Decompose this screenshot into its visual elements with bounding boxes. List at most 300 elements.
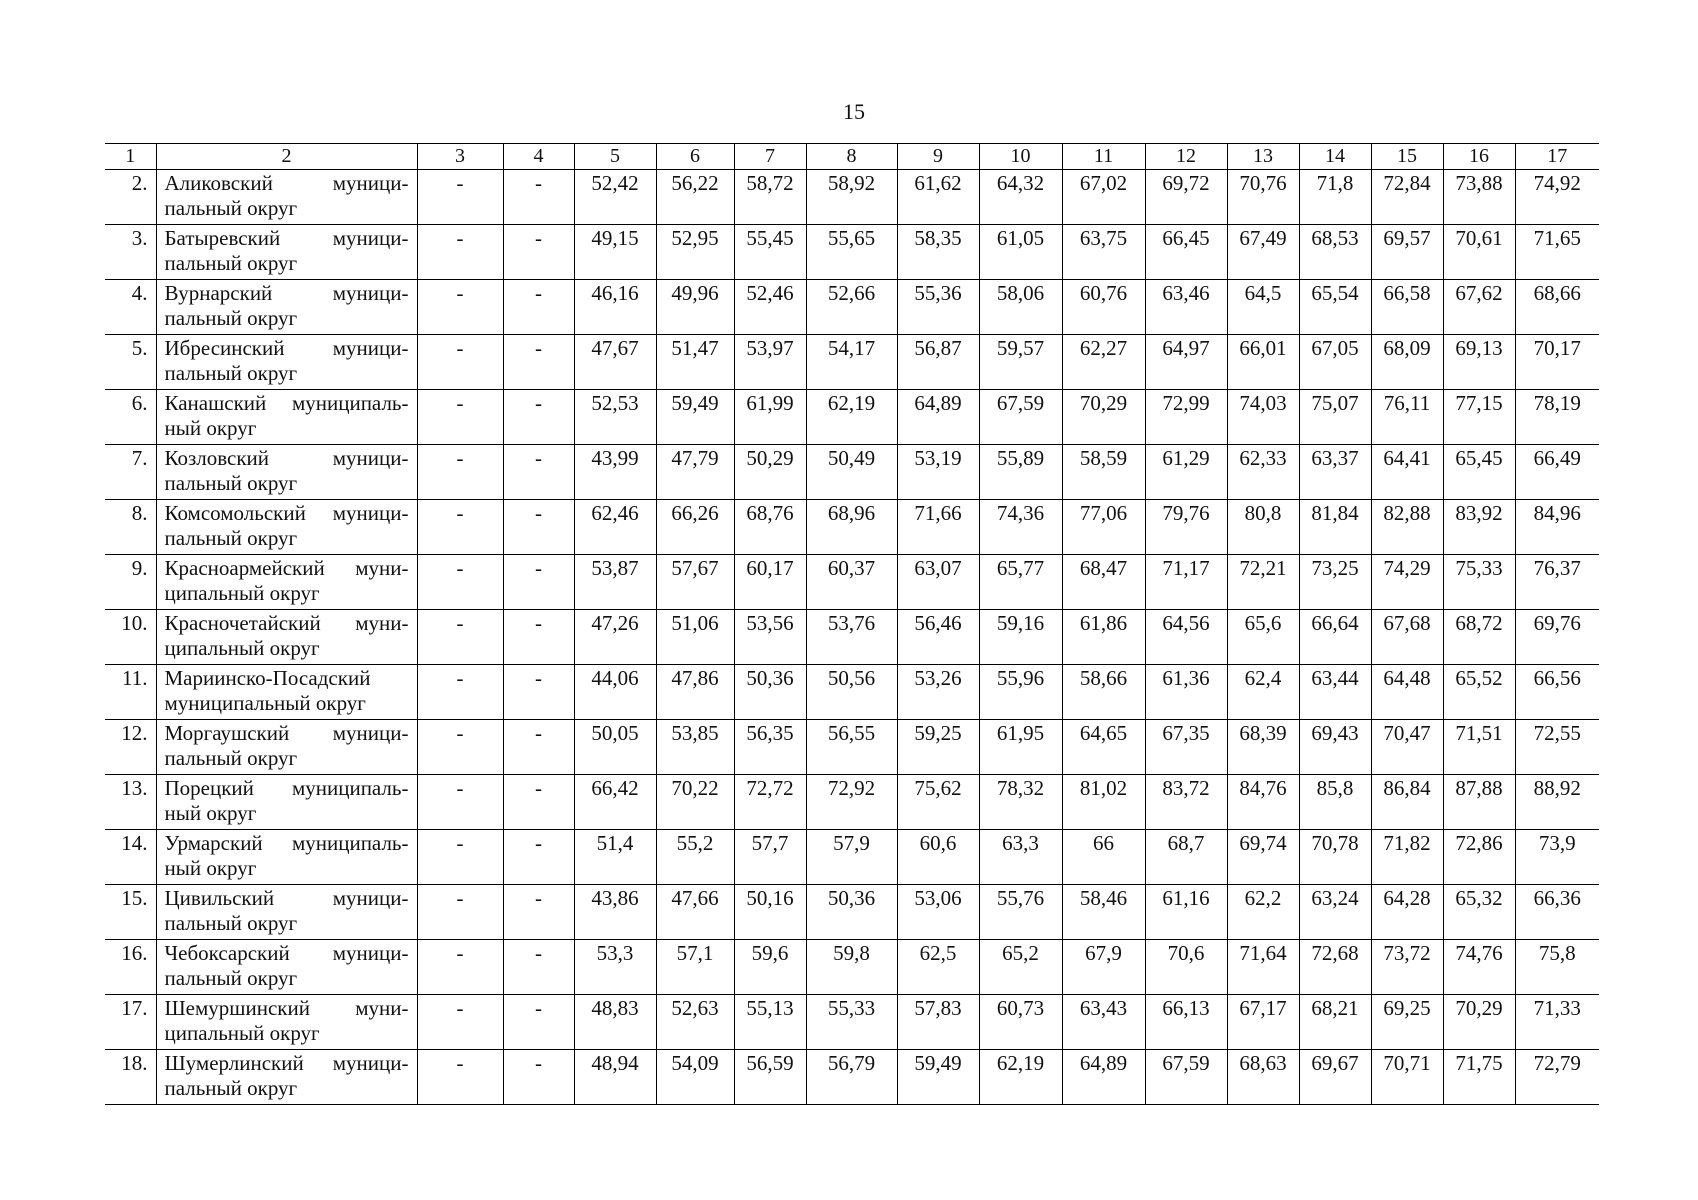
district-name-cell: Аликовский муници-пальный округ — [156, 170, 417, 225]
value-cell-col-11: 67,9 — [1062, 940, 1145, 995]
table-row — [105, 280, 1599, 335]
value-cell-col-7: 50,29 — [734, 445, 806, 500]
row-index-cell: 2. — [105, 170, 156, 225]
value-cell-col-10: 78,32 — [979, 775, 1062, 830]
value-cell-col-9: 57,83 — [897, 995, 979, 1050]
value-cell-col-5: 46,16 — [574, 280, 656, 335]
header-cell-col-2: 2 — [156, 144, 417, 170]
value-cell-col-17: 70,17 — [1515, 335, 1599, 390]
header-cell-col-13: 13 — [1227, 144, 1299, 170]
dash-cell-c3: - — [417, 555, 503, 610]
value-cell-col-8: 58,92 — [806, 170, 897, 225]
value-cell-col-11: 64,65 — [1062, 720, 1145, 775]
value-cell-col-11: 63,43 — [1062, 995, 1145, 1050]
table-row — [105, 720, 1599, 775]
value-cell-col-15: 71,82 — [1371, 830, 1443, 885]
value-cell-col-10: 65,2 — [979, 940, 1062, 995]
value-cell-col-6: 53,85 — [656, 720, 734, 775]
dash-cell-c3: - — [417, 995, 503, 1050]
value-cell-col-14: 81,84 — [1299, 500, 1371, 555]
value-cell-col-12: 61,16 — [1145, 885, 1227, 940]
value-cell-col-15: 64,48 — [1371, 665, 1443, 720]
value-cell-col-17: 71,33 — [1515, 995, 1599, 1050]
value-cell-col-11: 63,75 — [1062, 225, 1145, 280]
header-cell-col-16: 16 — [1443, 144, 1515, 170]
dash-cell-c3: - — [417, 885, 503, 940]
value-cell-col-15: 69,25 — [1371, 995, 1443, 1050]
value-cell-col-13: 68,39 — [1227, 720, 1299, 775]
value-cell-col-12: 61,36 — [1145, 665, 1227, 720]
value-cell-col-5: 49,15 — [574, 225, 656, 280]
dash-cell-c4: - — [503, 445, 574, 500]
dash-cell-c4: - — [503, 995, 574, 1050]
value-cell-col-13: 62,2 — [1227, 885, 1299, 940]
value-cell-col-5: 62,46 — [574, 500, 656, 555]
value-cell-col-6: 70,22 — [656, 775, 734, 830]
row-index-cell: 12. — [105, 720, 156, 775]
value-cell-col-10: 55,96 — [979, 665, 1062, 720]
table-row — [105, 390, 1599, 445]
value-cell-col-6: 47,79 — [656, 445, 734, 500]
table-row — [105, 775, 1599, 830]
value-cell-col-11: 66 — [1062, 830, 1145, 885]
header-cell-col-9: 9 — [897, 144, 979, 170]
value-cell-col-9: 58,35 — [897, 225, 979, 280]
value-cell-col-8: 55,65 — [806, 225, 897, 280]
value-cell-col-7: 59,6 — [734, 940, 806, 995]
district-name-cell: Канашский муниципаль-ный округ — [156, 390, 417, 445]
row-index-cell: 9. — [105, 555, 156, 610]
row-index-cell: 8. — [105, 500, 156, 555]
dash-cell-c3: - — [417, 610, 503, 665]
value-cell-col-8: 56,79 — [806, 1050, 897, 1105]
value-cell-col-16: 77,15 — [1443, 390, 1515, 445]
value-cell-col-7: 53,97 — [734, 335, 806, 390]
value-cell-col-15: 64,41 — [1371, 445, 1443, 500]
header-cell-col-3: 3 — [417, 144, 503, 170]
dash-cell-c4: - — [503, 335, 574, 390]
dash-cell-c4: - — [503, 500, 574, 555]
header-cell-col-7: 7 — [734, 144, 806, 170]
table-row — [105, 170, 1599, 225]
value-cell-col-13: 67,17 — [1227, 995, 1299, 1050]
value-cell-col-15: 76,11 — [1371, 390, 1443, 445]
dash-cell-c4: - — [503, 665, 574, 720]
value-cell-col-10: 61,95 — [979, 720, 1062, 775]
value-cell-col-15: 73,72 — [1371, 940, 1443, 995]
value-cell-col-11: 58,66 — [1062, 665, 1145, 720]
value-cell-col-14: 73,25 — [1299, 555, 1371, 610]
dash-cell-c3: - — [417, 170, 503, 225]
value-cell-col-5: 53,87 — [574, 555, 656, 610]
value-cell-col-16: 70,61 — [1443, 225, 1515, 280]
value-cell-col-6: 57,1 — [656, 940, 734, 995]
value-cell-col-7: 55,45 — [734, 225, 806, 280]
district-name-cell: Моргаушский муници-пальный округ — [156, 720, 417, 775]
dash-cell-c4: - — [503, 225, 574, 280]
value-cell-col-16: 83,92 — [1443, 500, 1515, 555]
row-index-cell: 15. — [105, 885, 156, 940]
value-cell-col-9: 55,36 — [897, 280, 979, 335]
value-cell-col-8: 54,17 — [806, 335, 897, 390]
value-cell-col-17: 66,56 — [1515, 665, 1599, 720]
value-cell-col-14: 67,05 — [1299, 335, 1371, 390]
value-cell-col-14: 63,44 — [1299, 665, 1371, 720]
value-cell-col-14: 68,21 — [1299, 995, 1371, 1050]
value-cell-col-13: 74,03 — [1227, 390, 1299, 445]
value-cell-col-17: 71,65 — [1515, 225, 1599, 280]
value-cell-col-9: 63,07 — [897, 555, 979, 610]
value-cell-col-9: 64,89 — [897, 390, 979, 445]
value-cell-col-8: 72,92 — [806, 775, 897, 830]
value-cell-col-9: 59,25 — [897, 720, 979, 775]
page-number: 15 — [843, 99, 865, 124]
value-cell-col-7: 72,72 — [734, 775, 806, 830]
value-cell-col-15: 82,88 — [1371, 500, 1443, 555]
row-index-cell: 6. — [105, 390, 156, 445]
dash-cell-c3: - — [417, 445, 503, 500]
value-cell-col-5: 52,42 — [574, 170, 656, 225]
table-row — [105, 445, 1599, 500]
value-cell-col-13: 64,5 — [1227, 280, 1299, 335]
value-cell-col-13: 62,33 — [1227, 445, 1299, 500]
value-cell-col-7: 55,13 — [734, 995, 806, 1050]
value-cell-col-16: 65,32 — [1443, 885, 1515, 940]
value-cell-col-17: 78,19 — [1515, 390, 1599, 445]
value-cell-col-6: 59,49 — [656, 390, 734, 445]
value-cell-col-13: 71,64 — [1227, 940, 1299, 995]
header-cell-col-1: 1 — [105, 144, 156, 170]
value-cell-col-16: 75,33 — [1443, 555, 1515, 610]
district-name-cell: Цивильский муници-пальный округ — [156, 885, 417, 940]
value-cell-col-12: 64,97 — [1145, 335, 1227, 390]
value-cell-col-8: 59,8 — [806, 940, 897, 995]
value-cell-col-15: 67,68 — [1371, 610, 1443, 665]
table-row — [105, 555, 1599, 610]
value-cell-col-5: 43,99 — [574, 445, 656, 500]
table-row — [105, 830, 1599, 885]
value-cell-col-14: 68,53 — [1299, 225, 1371, 280]
value-cell-col-12: 70,6 — [1145, 940, 1227, 995]
row-index-cell: 18. — [105, 1050, 156, 1105]
value-cell-col-6: 57,67 — [656, 555, 734, 610]
value-cell-col-13: 62,4 — [1227, 665, 1299, 720]
value-cell-col-13: 66,01 — [1227, 335, 1299, 390]
row-index-cell: 11. — [105, 665, 156, 720]
value-cell-col-7: 60,17 — [734, 555, 806, 610]
value-cell-col-12: 72,99 — [1145, 390, 1227, 445]
value-cell-col-14: 69,67 — [1299, 1050, 1371, 1105]
value-cell-col-17: 72,79 — [1515, 1050, 1599, 1105]
value-cell-col-17: 84,96 — [1515, 500, 1599, 555]
dash-cell-c3: - — [417, 830, 503, 885]
value-cell-col-9: 56,87 — [897, 335, 979, 390]
row-index-cell: 5. — [105, 335, 156, 390]
value-cell-col-10: 65,77 — [979, 555, 1062, 610]
value-cell-col-5: 44,06 — [574, 665, 656, 720]
value-cell-col-8: 57,9 — [806, 830, 897, 885]
data-table — [105, 143, 1599, 1105]
district-name-cell: Шемуршинский муни-ципальный округ — [156, 995, 417, 1050]
district-name-cell: Порецкий муниципаль-ный округ — [156, 775, 417, 830]
district-name-cell: Комсомольский муници-пальный округ — [156, 500, 417, 555]
value-cell-col-15: 68,09 — [1371, 335, 1443, 390]
value-cell-col-13: 70,76 — [1227, 170, 1299, 225]
value-cell-col-10: 62,19 — [979, 1050, 1062, 1105]
value-cell-col-5: 52,53 — [574, 390, 656, 445]
value-cell-col-10: 55,89 — [979, 445, 1062, 500]
value-cell-col-5: 50,05 — [574, 720, 656, 775]
dash-cell-c3: - — [417, 720, 503, 775]
row-index-cell: 13. — [105, 775, 156, 830]
value-cell-col-8: 50,56 — [806, 665, 897, 720]
value-cell-col-8: 56,55 — [806, 720, 897, 775]
value-cell-col-10: 59,16 — [979, 610, 1062, 665]
value-cell-col-8: 50,49 — [806, 445, 897, 500]
value-cell-col-9: 75,62 — [897, 775, 979, 830]
district-name-cell: Чебоксарский муници-пальный округ — [156, 940, 417, 995]
value-cell-col-6: 47,66 — [656, 885, 734, 940]
value-cell-col-9: 60,6 — [897, 830, 979, 885]
dash-cell-c4: - — [503, 940, 574, 995]
value-cell-col-17: 66,36 — [1515, 885, 1599, 940]
value-cell-col-8: 55,33 — [806, 995, 897, 1050]
value-cell-col-11: 58,46 — [1062, 885, 1145, 940]
dash-cell-c4: - — [503, 170, 574, 225]
value-cell-col-11: 61,86 — [1062, 610, 1145, 665]
table-row — [105, 995, 1599, 1050]
value-cell-col-5: 43,86 — [574, 885, 656, 940]
value-cell-col-10: 74,36 — [979, 500, 1062, 555]
value-cell-col-17: 72,55 — [1515, 720, 1599, 775]
table-row — [105, 335, 1599, 390]
value-cell-col-5: 48,94 — [574, 1050, 656, 1105]
value-cell-col-14: 70,78 — [1299, 830, 1371, 885]
value-cell-col-10: 63,3 — [979, 830, 1062, 885]
value-cell-col-5: 53,3 — [574, 940, 656, 995]
value-cell-col-6: 49,96 — [656, 280, 734, 335]
value-cell-col-8: 68,96 — [806, 500, 897, 555]
value-cell-col-15: 72,84 — [1371, 170, 1443, 225]
value-cell-col-11: 67,02 — [1062, 170, 1145, 225]
value-cell-col-14: 85,8 — [1299, 775, 1371, 830]
dash-cell-c3: - — [417, 280, 503, 335]
value-cell-col-6: 52,63 — [656, 995, 734, 1050]
row-index-cell: 16. — [105, 940, 156, 995]
value-cell-col-10: 58,06 — [979, 280, 1062, 335]
district-name-cell: Козловский муници-пальный округ — [156, 445, 417, 500]
row-index-cell: 3. — [105, 225, 156, 280]
value-cell-col-12: 66,45 — [1145, 225, 1227, 280]
value-cell-col-7: 52,46 — [734, 280, 806, 335]
row-index-cell: 4. — [105, 280, 156, 335]
value-cell-col-16: 65,45 — [1443, 445, 1515, 500]
value-cell-col-16: 73,88 — [1443, 170, 1515, 225]
value-cell-col-6: 52,95 — [656, 225, 734, 280]
value-cell-col-14: 63,37 — [1299, 445, 1371, 500]
value-cell-col-14: 71,8 — [1299, 170, 1371, 225]
value-cell-col-15: 74,29 — [1371, 555, 1443, 610]
header-cell-col-4: 4 — [503, 144, 574, 170]
value-cell-col-13: 68,63 — [1227, 1050, 1299, 1105]
value-cell-col-15: 86,84 — [1371, 775, 1443, 830]
table-row — [105, 1050, 1599, 1105]
value-cell-col-6: 66,26 — [656, 500, 734, 555]
row-index-cell: 7. — [105, 445, 156, 500]
value-cell-col-14: 65,54 — [1299, 280, 1371, 335]
district-name-cell: Мариинско-Посадский муниципальный округ — [156, 665, 417, 720]
value-cell-col-16: 72,86 — [1443, 830, 1515, 885]
table-row — [105, 225, 1599, 280]
value-cell-col-14: 72,68 — [1299, 940, 1371, 995]
value-cell-col-5: 47,67 — [574, 335, 656, 390]
dash-cell-c4: - — [503, 610, 574, 665]
value-cell-col-14: 66,64 — [1299, 610, 1371, 665]
value-cell-col-17: 68,66 — [1515, 280, 1599, 335]
value-cell-col-13: 69,74 — [1227, 830, 1299, 885]
value-cell-col-16: 65,52 — [1443, 665, 1515, 720]
value-cell-col-10: 55,76 — [979, 885, 1062, 940]
value-cell-col-12: 64,56 — [1145, 610, 1227, 665]
value-cell-col-12: 83,72 — [1145, 775, 1227, 830]
header-cell-col-17: 17 — [1515, 144, 1599, 170]
value-cell-col-5: 47,26 — [574, 610, 656, 665]
table-row — [105, 665, 1599, 720]
value-cell-col-9: 59,49 — [897, 1050, 979, 1105]
value-cell-col-16: 71,75 — [1443, 1050, 1515, 1105]
dash-cell-c4: - — [503, 885, 574, 940]
row-index-cell: 17. — [105, 995, 156, 1050]
value-cell-col-13: 72,21 — [1227, 555, 1299, 610]
value-cell-col-17: 66,49 — [1515, 445, 1599, 500]
value-cell-col-15: 70,47 — [1371, 720, 1443, 775]
value-cell-col-6: 47,86 — [656, 665, 734, 720]
value-cell-col-17: 76,37 — [1515, 555, 1599, 610]
dash-cell-c4: - — [503, 555, 574, 610]
table-row — [105, 940, 1599, 995]
header-cell-col-6: 6 — [656, 144, 734, 170]
dash-cell-c3: - — [417, 390, 503, 445]
value-cell-col-15: 70,71 — [1371, 1050, 1443, 1105]
value-cell-col-15: 64,28 — [1371, 885, 1443, 940]
value-cell-col-10: 61,05 — [979, 225, 1062, 280]
value-cell-col-11: 81,02 — [1062, 775, 1145, 830]
table-row — [105, 610, 1599, 665]
value-cell-col-12: 61,29 — [1145, 445, 1227, 500]
value-cell-col-9: 62,5 — [897, 940, 979, 995]
value-cell-col-11: 68,47 — [1062, 555, 1145, 610]
table-row — [105, 500, 1599, 555]
value-cell-col-14: 75,07 — [1299, 390, 1371, 445]
value-cell-col-6: 51,47 — [656, 335, 734, 390]
dash-cell-c3: - — [417, 775, 503, 830]
district-name-cell: Вурнарский муници-пальный округ — [156, 280, 417, 335]
value-cell-col-17: 74,92 — [1515, 170, 1599, 225]
value-cell-col-7: 56,59 — [734, 1050, 806, 1105]
value-cell-col-11: 70,29 — [1062, 390, 1145, 445]
dash-cell-c3: - — [417, 500, 503, 555]
value-cell-col-6: 55,2 — [656, 830, 734, 885]
header-cell-col-14: 14 — [1299, 144, 1371, 170]
value-cell-col-16: 87,88 — [1443, 775, 1515, 830]
value-cell-col-8: 53,76 — [806, 610, 897, 665]
value-cell-col-5: 66,42 — [574, 775, 656, 830]
value-cell-col-11: 64,89 — [1062, 1050, 1145, 1105]
value-cell-col-7: 61,99 — [734, 390, 806, 445]
value-cell-col-17: 75,8 — [1515, 940, 1599, 995]
table-header-row — [105, 144, 1599, 170]
value-cell-col-11: 60,76 — [1062, 280, 1145, 335]
value-cell-col-9: 71,66 — [897, 500, 979, 555]
dash-cell-c4: - — [503, 1050, 574, 1105]
value-cell-col-12: 67,59 — [1145, 1050, 1227, 1105]
value-cell-col-12: 63,46 — [1145, 280, 1227, 335]
value-cell-col-13: 84,76 — [1227, 775, 1299, 830]
dash-cell-c3: - — [417, 1050, 503, 1105]
value-cell-col-10: 64,32 — [979, 170, 1062, 225]
value-cell-col-8: 62,19 — [806, 390, 897, 445]
value-cell-col-10: 67,59 — [979, 390, 1062, 445]
value-cell-col-10: 60,73 — [979, 995, 1062, 1050]
value-cell-col-17: 88,92 — [1515, 775, 1599, 830]
dash-cell-c3: - — [417, 335, 503, 390]
value-cell-col-8: 50,36 — [806, 885, 897, 940]
value-cell-col-17: 69,76 — [1515, 610, 1599, 665]
value-cell-col-12: 67,35 — [1145, 720, 1227, 775]
value-cell-col-16: 67,62 — [1443, 280, 1515, 335]
header-cell-col-10: 10 — [979, 144, 1062, 170]
value-cell-col-5: 51,4 — [574, 830, 656, 885]
value-cell-col-7: 56,35 — [734, 720, 806, 775]
value-cell-col-6: 56,22 — [656, 170, 734, 225]
value-cell-col-12: 68,7 — [1145, 830, 1227, 885]
value-cell-col-8: 52,66 — [806, 280, 897, 335]
value-cell-col-9: 53,19 — [897, 445, 979, 500]
value-cell-col-16: 69,13 — [1443, 335, 1515, 390]
value-cell-col-5: 48,83 — [574, 995, 656, 1050]
row-index-cell: 10. — [105, 610, 156, 665]
district-name-cell: Ибресинский муници-пальный округ — [156, 335, 417, 390]
value-cell-col-7: 50,16 — [734, 885, 806, 940]
value-cell-col-6: 54,09 — [656, 1050, 734, 1105]
value-cell-col-7: 58,72 — [734, 170, 806, 225]
dash-cell-c4: - — [503, 830, 574, 885]
value-cell-col-11: 62,27 — [1062, 335, 1145, 390]
value-cell-col-13: 67,49 — [1227, 225, 1299, 280]
district-name-cell: Красночетайский муни-ципальный округ — [156, 610, 417, 665]
value-cell-col-12: 79,76 — [1145, 500, 1227, 555]
district-name-cell: Красноармейский муни-ципальный округ — [156, 555, 417, 610]
header-cell-col-8: 8 — [806, 144, 897, 170]
value-cell-col-17: 73,9 — [1515, 830, 1599, 885]
value-cell-col-11: 77,06 — [1062, 500, 1145, 555]
value-cell-col-14: 63,24 — [1299, 885, 1371, 940]
value-cell-col-10: 59,57 — [979, 335, 1062, 390]
header-cell-col-11: 11 — [1062, 144, 1145, 170]
value-cell-col-11: 58,59 — [1062, 445, 1145, 500]
value-cell-col-9: 61,62 — [897, 170, 979, 225]
value-cell-col-16: 70,29 — [1443, 995, 1515, 1050]
district-name-cell: Батыревский муници-пальный округ — [156, 225, 417, 280]
dash-cell-c4: - — [503, 720, 574, 775]
header-cell-col-5: 5 — [574, 144, 656, 170]
table-row — [105, 885, 1599, 940]
header-cell-col-15: 15 — [1371, 144, 1443, 170]
dash-cell-c3: - — [417, 225, 503, 280]
district-name-cell: Урмарский муниципаль-ный округ — [156, 830, 417, 885]
value-cell-col-9: 56,46 — [897, 610, 979, 665]
value-cell-col-7: 57,7 — [734, 830, 806, 885]
